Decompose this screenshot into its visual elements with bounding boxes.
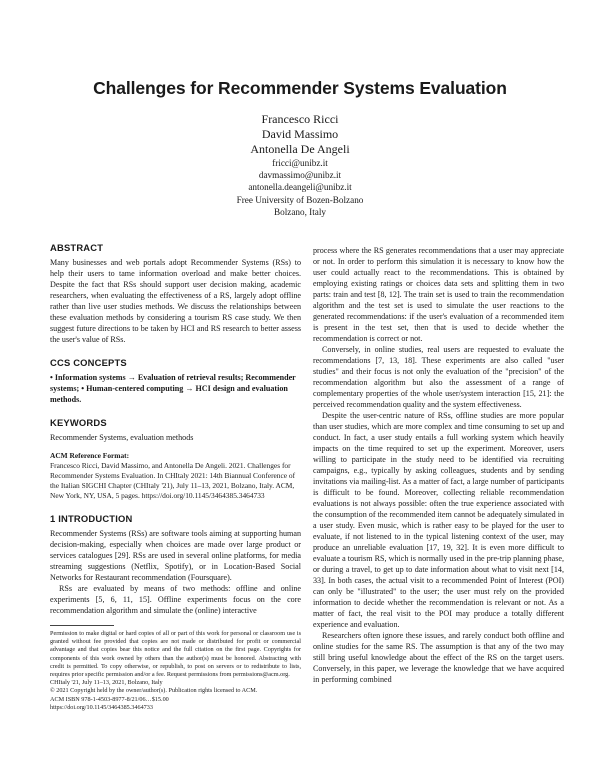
keywords-text: Recommender Systems, evaluation methods (50, 433, 194, 442)
keywords-heading: KEYWORDS (50, 417, 107, 428)
ccs-text: • Information systems → Evaluation of retrieval results; Recommender systems; • Human-centered computing → HCI design and evaluation methods. (50, 373, 296, 404)
author-email: fricci@unibz.it (272, 158, 328, 168)
author-name: Antonella De Angeli (250, 142, 350, 156)
abstract-heading: ABSTRACT (50, 242, 104, 253)
affiliation: Free University of Bozen-Bolzano (236, 194, 364, 205)
author-block (0, 112, 600, 218)
body-paragraph: process where the RS generates recommendations that a user may appreciate or not. In order to perform this simulation it is necessary to know how the user could actually react to the recommendations. This is obtained by employing existing ratings or choices data sets and splitting them in two parts: train and test [8, 12]. The train set is used to train the recommendation algorithm and the test set is used to simulate the user reactions to the generated recommendations: if the user's evaluation of a recommended item is present in the test set, then that is used to decide whether the recommendation is correct or not. (313, 246, 564, 343)
body-paragraph: Researchers often ignore these issues, and rarely conduct both offline and online studies for the same RS. The assumption is that any of the two may still bring useful knowledge about the effect of the RS on the target users. Conversely, in this paper, we leverage the knowledge that we have acquired in performing combined (313, 631, 564, 684)
body-paragraph: Despite the user-centric nature of RSs, offline studies are more popular than user studies, which are more complex and time consuming to set up and conduct. In fact, a user study entails a full working system which heavily impacts on the time required to set up the experiment. Moreover, users willing to participate in the study need to be identified via recruiting campaigns, e.g., typically by asking colleagues, students and by sending invitations via mailing-list. As a matter of fact, a large number of participants is difficult to be found. Moreover, collecting reliable recommendation evaluations is not always possible: often the true experience associated with the consumption of the recommended item cannot be adequately simulated in a user study. Even music, which is rather easy to be played for the user to evaluate, if not listened to in the typical listening context of the user, may produce an unreliable evaluation [17, 19, 32]. It is even more difficult to evaluate a tourism RS, which is normally used in the pre-trip planning phase, or during a travel, to get up to date information about what to visit next [14, 33]. In both cases, the actual visit to a recommended Point of Interest (POI) can only be "illustrated" to the user; the user must rely on the provided information to decide whether the recommendation is relevant or not. As a matter of fact, the real visit to the POI may produce a totally different experience and evaluation. (313, 411, 564, 629)
intro-paragraph: Recommender Systems (RSs) are software tools aiming at supporting human decision-making, especially when choices are made over large product or services catalogues [29]. RSs are used in several online platforms, for media streaming suggestions (Netflix, Spotify), or in Location-Based Social Networks for Restaurant recommendation (Foursquare). (50, 529, 301, 582)
author-name: Francesco Ricci (261, 112, 339, 126)
footnote-divider (50, 625, 114, 626)
copyright-notice: © 2021 Copyright held by the owner/author(s). Publication rights licensed to ACM. (50, 687, 258, 695)
acm-reference-heading: ACM Reference Format: (50, 451, 130, 460)
author-email: davmassimo@unibz.it (258, 170, 342, 181)
acm-reference-text: Francesco Ricci, David Massimo, and Antonella De Angeli. 2021. Challenges for Recommender Systems Evaluation. In CHItaly 2021: 14th Biannual Conference of the Italian SIGCHI Chapter (CHItaly '21), July 11–13, 2021, Bolzano, Italy. ACM, New York, NY, USA, 5 pages. https://doi.org/10.1145/3464385.3464733 (50, 461, 296, 500)
body-paragraph: Conversely, in online studies, real users are requested to evaluate the recommendations [7, 13, 18]. These experiments are also called "user studies" and their focus is not only the evaluation of the "precision" of the recommendation algorithm but also the assessment of a range of complementary properties of the whole user/system interaction [15, 21]: the perceived recommendation quality and the system effectiveness. (313, 345, 564, 409)
author-name: David Massimo (261, 127, 339, 141)
abstract-text: Many businesses and web portals adopt Recommender Systems (RSs) to help their users to tame information overload and make better choices. Despite the fact that RSs should support user decision making, academic researchers, when evaluating the effectiveness of a RS, largely adopt offline rather than live user studies methods. We discuss the relationships between these evaluation methods by considering a tourism RS case study. We then suggest future directions to be taken by HCI and RS research to better assess the user's value of RSs. (50, 258, 301, 344)
intro-paragraph: RSs are evaluated by means of two methods: offline and online experiments [5, 6, 11, 15]. Offline experiments focus on the core recommendation algorithm and simulate the (online) interactive (50, 584, 301, 615)
location: Bolzano, Italy (273, 206, 327, 217)
doi-link[interactable]: https://doi.org/10.1145/3464385.3464733 (50, 703, 153, 711)
introduction-heading: 1 INTRODUCTION (50, 513, 133, 524)
conference-venue: CHItaly '21, July 11–13, 2021, Bolzano, Italy (50, 679, 163, 687)
right-column (313, 245, 564, 685)
permission-notice: Permission to make digital or hard copies of all or part of this work for personal or classroom use is granted without fee provided that copies are not made or distributed for profit or commercial advantage and that copies bear this notice and the full citation on the first page. Copyrights for components of this work owned by others than the author(s) must be honored. Abstracting with credit is permitted. To copy otherwise, or republish, to post on servers or to redistribute to lists, requires prior specific permission and/or a fee. Request permissions from permissions@acm.org. (50, 630, 301, 679)
left-column (50, 242, 301, 712)
author-email: antonella.deangeli@unibz.it (248, 182, 352, 193)
paper-title: Challenges for Recommender Systems Evaluation (93, 78, 507, 98)
ccs-heading: CCS CONCEPTS (50, 357, 127, 368)
isbn: ACM ISBN 978-1-4503-8977-8/21/06…$15.00 (50, 695, 169, 703)
